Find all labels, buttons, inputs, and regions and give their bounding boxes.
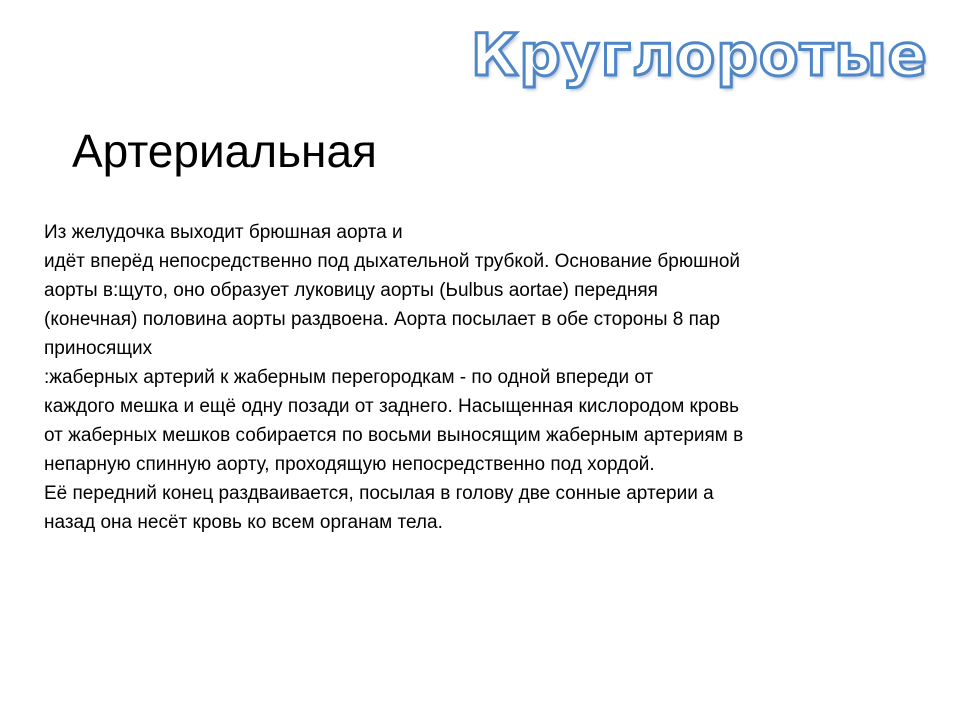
body-line: непарную спинную аорту, проходящую непосредственно под хордой. [44, 454, 655, 475]
body-line: (конечная) половина аорты раздвоена. Аорта посылает в обе стороны 8 пар [44, 309, 721, 330]
body-text [44, 218, 874, 537]
slide-subtitle: Артериальная [72, 125, 377, 177]
body-line: :жаберных артерий к жаберным перегородкам - по одной впереди от [44, 367, 654, 388]
body-line: аорты в:щуто, оно образует луковицу аорты (Ьulbus aortae) передняя [44, 280, 658, 301]
body-line: Из желудочка выходит брюшная аорта и [44, 222, 403, 243]
body-line: назад она несёт кровь ко всем органам тела. [44, 512, 443, 533]
body-line: приносящих [44, 338, 153, 359]
body-line: каждого мешка и ещё одну позади от заднего. Насыщенная кислородом кровь [44, 396, 739, 417]
body-line: от жаберных мешков собирается по восьми выносящим жаберным артериям в [44, 425, 744, 446]
body-line: Её передний конец раздваивается, посылая в голову две сонные артерии а [44, 483, 714, 504]
body-line: идёт вперёд непосредственно под дыхательной трубкой. Основание брюшной [44, 251, 741, 272]
slide-title: Круглоротые [470, 21, 928, 89]
